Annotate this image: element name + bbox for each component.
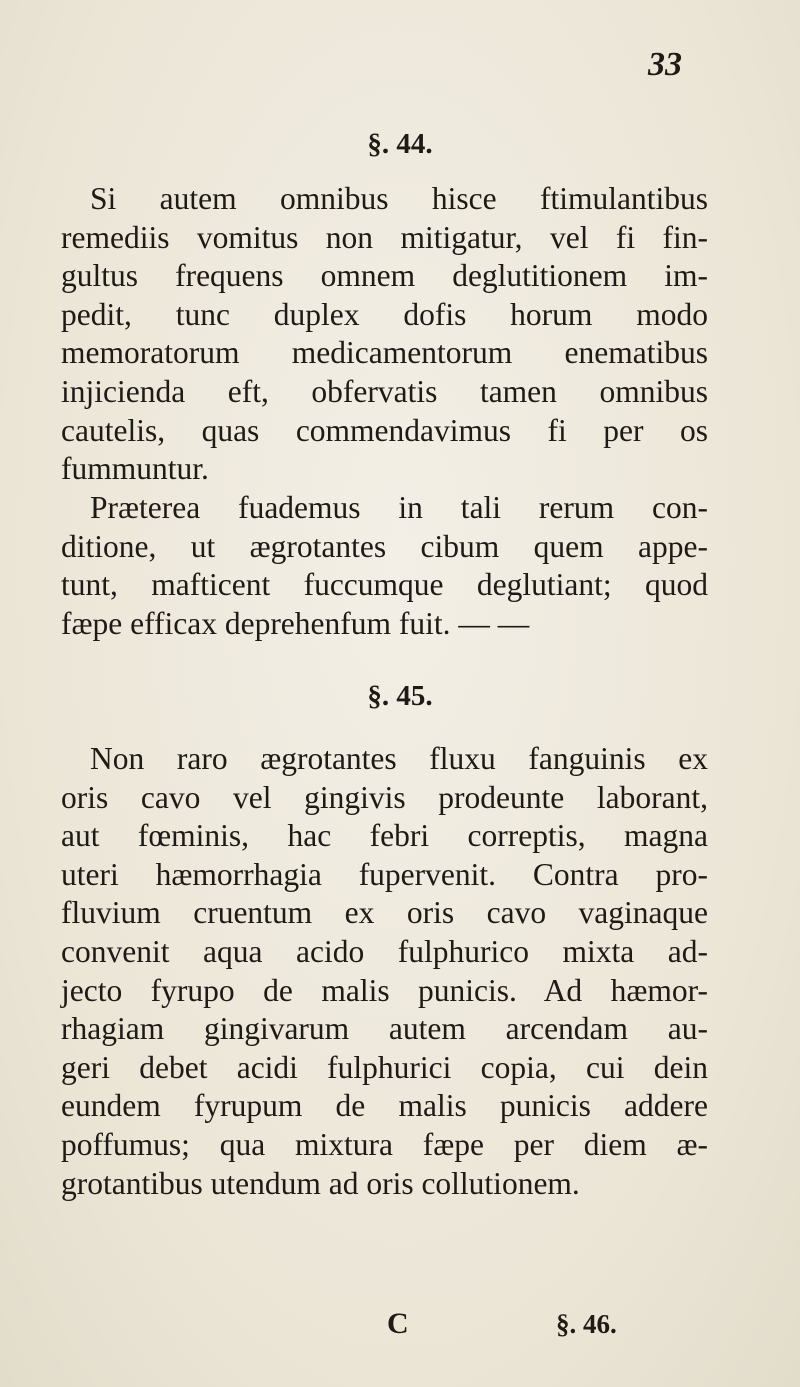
text-line: uteri hæmorrhagia fupervenit. Contra pro-	[61, 856, 708, 892]
text-line: oris cavo vel gingivis prodeunte laborant,	[61, 779, 708, 815]
catchword: §. 46.	[556, 1309, 617, 1339]
text-line: jecto fyrupo de malis punicis. Ad hæmor-	[61, 972, 708, 1008]
text-line: fluvium cruentum ex oris cavo vaginaque	[61, 895, 708, 931]
text-line: Non raro ægrotantes fluxu fanguinis ex	[90, 741, 708, 776]
text-line: fummuntur.	[61, 451, 209, 487]
text-line: gultus frequens omnem deglutitionem im-	[61, 258, 708, 294]
text-line: Si autem omnibus hisce ftimulantibus	[90, 181, 708, 216]
text-line: injicienda eft, obfervatis tamen omnibus	[61, 373, 708, 409]
page-number: 33	[648, 46, 682, 83]
section-heading-44: §. 44.	[367, 128, 433, 160]
text-line: fæpe efficax deprehenfum fuit. — —	[61, 605, 530, 641]
paragraph-remedies	[0, 180, 800, 489]
text-line: Præterea fuademus in tali rerum con-	[90, 490, 708, 525]
text-line: convenit aqua acido fulphurico mixta ad-	[61, 933, 708, 969]
paragraph-haemorrhagia	[0, 740, 800, 1203]
text-line: grotantibus utendum ad oris collutionem.	[61, 1165, 580, 1201]
paragraph-praeterea	[0, 489, 800, 643]
text-line: ditione, ut ægrotantes cibum quem appe-	[61, 528, 708, 564]
page-footer	[0, 1307, 800, 1357]
text-line: remediis vomitus non mitigatur, vel fi fin-	[61, 219, 708, 255]
text-line: memoratorum medicamentorum enematibus	[61, 335, 708, 371]
section-heading-45: §. 45.	[367, 680, 433, 712]
text-line: poffumus; qua mixtura fæpe per diem æ-	[61, 1126, 708, 1162]
text-line: geri debet acidi fulphurici copia, cui dein	[61, 1049, 708, 1085]
signature-mark: C	[387, 1307, 409, 1340]
text-line: pedit, tunc duplex dofis horum modo	[61, 296, 708, 332]
text-line: aut fœminis, hac febri correptis, magna	[61, 818, 708, 854]
text-line: tunt, mafticent fuccumque deglutiant; quod	[61, 567, 708, 603]
text-line: eundem fyrupum de malis punicis addere	[61, 1088, 708, 1124]
text-line: rhagiam gingivarum autem arcendam au-	[61, 1011, 708, 1047]
text-line: cautelis, quas commendavimus fi per os	[61, 412, 708, 448]
